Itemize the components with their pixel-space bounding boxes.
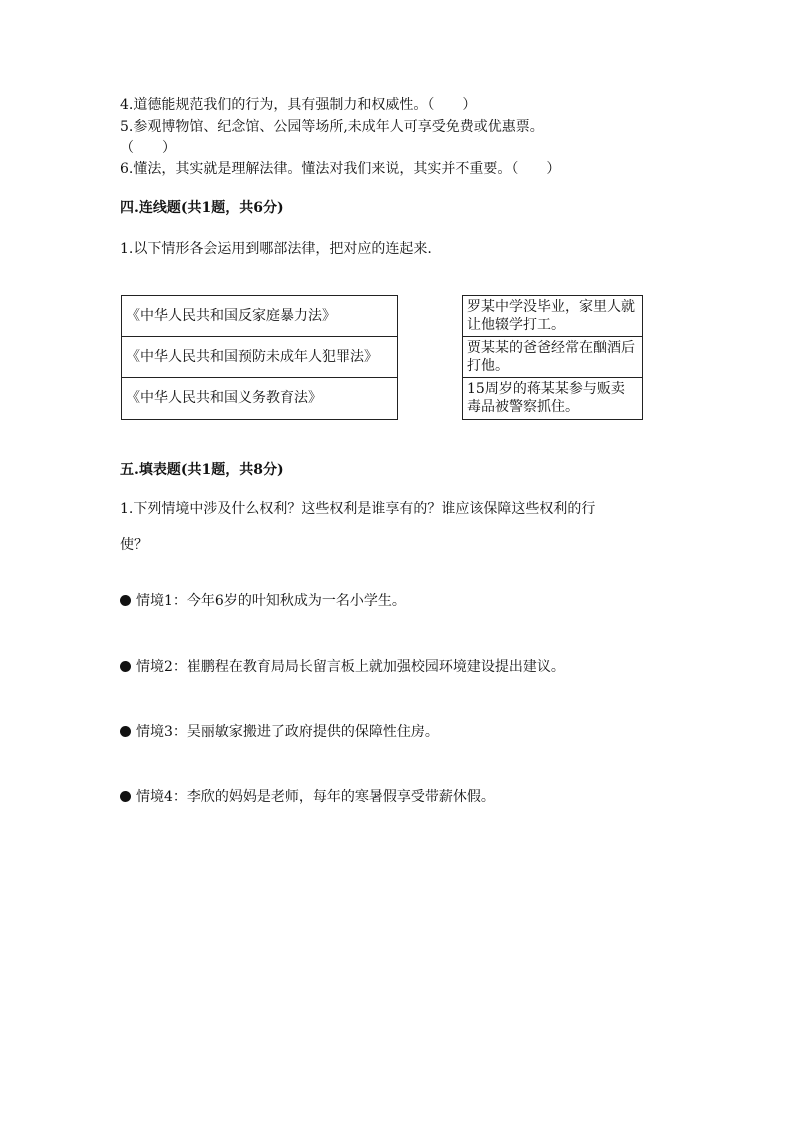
situation-item [120,723,439,741]
bullet-icon [120,791,131,802]
bullet-icon [120,661,131,672]
case-item[interactable]: 15周岁的蒋某某参与贩卖毒品被警察抓住。 [467,381,625,415]
section5-question-line2: 使？ [120,537,148,553]
case-table [462,295,643,420]
law-item[interactable]: 《中华人民共和国反家庭暴力法》 [122,296,397,337]
situation-text: 情境3：吴丽敏家搬进了政府提供的保障性住房。 [136,724,439,740]
section5-heading: 五.填表题(共1题，共8分) [120,462,284,478]
situation-item [120,658,565,676]
judgment-q6: 6.懂法，其实就是理解法律。懂法对我们来说，其实并不重要。（ ） [120,161,561,177]
judgment-q5-paren: （ ） [120,140,176,156]
law-item[interactable]: 《中华人民共和国预防未成年人犯罪法》 [122,337,397,378]
case-item[interactable]: 罗某中学没毕业，家里人就让他辍学打工。 [463,296,642,337]
section5-question-line1: 1.下列情境中涉及什么权利？这些权利是谁享有的？谁应该保障这些权利的行 [120,501,596,517]
situation-item [120,592,406,610]
bullet-icon [120,726,131,737]
law-item[interactable]: 《中华人民共和国义务教育法》 [126,390,322,406]
law-table [121,295,398,420]
judgment-q4: 4.道德能规范我们的行为，具有强制力和权威性。（ ） [120,97,477,113]
situation-text: 情境2：崔鹏程在教育局局长留言板上就加强校园环境建设提出建议。 [136,659,565,675]
section4-heading: 四.连线题(共1题，共6分) [120,200,284,216]
situation-text: 情境1：今年6岁的叶知秋成为一名小学生。 [136,593,406,609]
case-item[interactable]: 贾某某的爸爸经常在酗酒后打他。 [463,337,642,378]
section4-question: 1.以下情形各会运用到哪部法律，把对应的连起来. [120,241,432,257]
judgment-q5: 5.参观博物馆、纪念馆、公园等场所,未成年人可享受免费或优惠票。 [120,119,544,135]
situation-item [120,788,495,806]
bullet-icon [120,595,131,606]
situation-text: 情境4：李欣的妈妈是老师，每年的寒暑假享受带薪休假。 [136,789,495,805]
